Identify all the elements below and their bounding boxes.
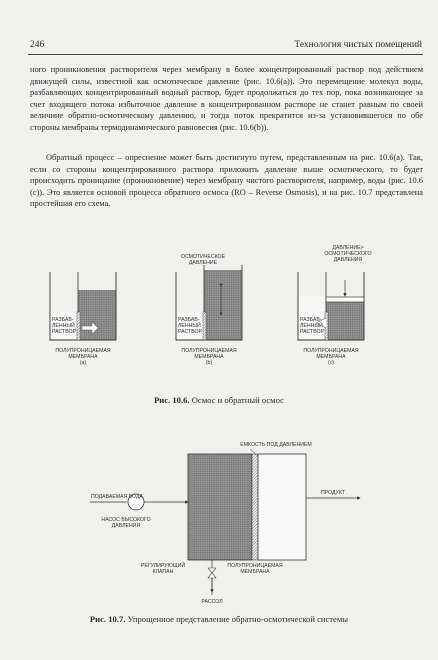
concentrated-solution xyxy=(326,302,364,340)
label-pump-1: НАСОС ВЫСОКОГО xyxy=(101,517,151,523)
semipermeable-membrane xyxy=(252,454,258,560)
label-membrane-7-1: ПОЛУПРОНИЦАЕМАЯ xyxy=(227,563,283,569)
label-membrane-a2: МЕМБРАНА xyxy=(68,354,98,360)
figure-10-6-caption xyxy=(0,395,438,405)
label-brine: РАССОЛ xyxy=(201,599,223,605)
label-osmotic-pressure-2: ДАВЛЕНИЕ xyxy=(188,260,218,266)
concentrated-solution xyxy=(204,270,242,340)
label-pressure-gt-3: ДАВЛЕНИЯ xyxy=(333,257,363,263)
caption-number: Рис. 10.6. xyxy=(154,395,190,405)
label-valve-2: КЛАПАН xyxy=(152,569,174,575)
label-diluted-b1: РАЗБАВ- xyxy=(178,317,200,323)
label-osmotic-pressure-1: ОСМОТИЧЕСКОЕ xyxy=(180,254,226,260)
concentrated-solution xyxy=(78,290,116,340)
running-title: Технология чистых помещений xyxy=(294,40,422,50)
label-diluted-c2: ЛЕННЫЙ xyxy=(300,323,323,329)
label-diluted-a3: РАСТВОР xyxy=(52,329,76,335)
label-pressure-vessel: ЕМКОСТЬ ПОД ДАВЛЕНИЕМ xyxy=(240,442,312,448)
membrane xyxy=(203,312,206,340)
label-diluted-c1: РАЗБАВ- xyxy=(300,317,322,323)
label-membrane-a1: ПОЛУПРОНИЦАЕМАЯ xyxy=(55,348,111,354)
piston xyxy=(326,297,364,302)
label-feed-water: ПОДАВАЕМАЯ ВОДА xyxy=(91,494,143,500)
label-diluted-c3: РАСТВОР xyxy=(300,329,324,335)
label-membrane-7-2: МЕМБРАНА xyxy=(240,569,270,575)
label-pressure-gt-1: ДАВЛЕНИЕ> xyxy=(332,245,364,251)
label-product: ПРОДУКТ xyxy=(320,490,346,496)
label-membrane-c1: ПОЛУПРОНИЦАЕМАЯ xyxy=(303,348,359,354)
subfigure-c-label: (c) xyxy=(327,360,335,366)
paragraph-1: ного проникновения растворителя через мембрану в более концентрированный раствор под действием движущей силы, известной как осмотическое давление (рис. 10.6(a)). Это перемещение молекул воды, разбавляющих концентрированный водный раствор, будет продолжаться до тех пор, пока возникающее за счет входящего потока избыточное давление в концентрированном растворе не станет равным по своей величине обратно-осмотическому давлению, и тогда поток прекратится из-за установившегося по обе стороны мембраны термодинамического равновесия (рис. 10.6(b)). xyxy=(30,65,423,132)
paragraph-2: Обратный процесс – опреснение может быть достигнуто путем, представленным на рис. 10.6(a). Так, если со стороны концентрированного раствора приложить давление выше осмотического, то будет происходить проницание (проникновение) через мембрану чистого растворителя, например, воды (рис. 10.6 (c)). Это является основой процесса обратного осмоса (RO – Reverse Osmosis), и на рис. 10.7 представлена простейшая его схема. xyxy=(30,153,423,209)
caption-number: Рис. 10.7. xyxy=(89,614,126,624)
page-number: 246 xyxy=(30,40,45,50)
label-membrane-b2: МЕМБРАНА xyxy=(194,354,224,360)
pressure-vessel-feed-side xyxy=(188,454,252,560)
label-diluted-b2: ЛЕННЫЙ xyxy=(178,323,201,329)
subfigure-b-label: (b) xyxy=(205,360,213,366)
label-diluted-a1: РАЗБАВ- xyxy=(52,317,74,323)
pressure-vessel-permeate-side xyxy=(258,454,306,560)
label-membrane-b1: ПОЛУПРОНИЦАЕМАЯ xyxy=(181,348,237,354)
caption-text: Упрощенное представление обратно-осмотической системы xyxy=(127,614,349,624)
valve-icon xyxy=(208,568,216,578)
label-diluted-b3: РАСТВОР xyxy=(178,329,202,335)
label-valve-1: РЕГУЛИРУЮЩИЙ xyxy=(140,563,186,569)
label-diluted-a2: ЛЕННЫЙ xyxy=(52,323,75,329)
figure-10-7-caption xyxy=(0,614,438,624)
membrane xyxy=(77,312,80,340)
subfigure-a-label: (a) xyxy=(79,360,87,366)
label-pressure-gt-2: ОСМОТИЧЕСКОГО xyxy=(324,251,372,257)
caption-text: Осмос и обратный осмос xyxy=(191,395,284,405)
label-pump-2: ДАВЛЕНИЯ xyxy=(111,523,141,529)
label-membrane-c2: МЕМБРАНА xyxy=(316,354,346,360)
